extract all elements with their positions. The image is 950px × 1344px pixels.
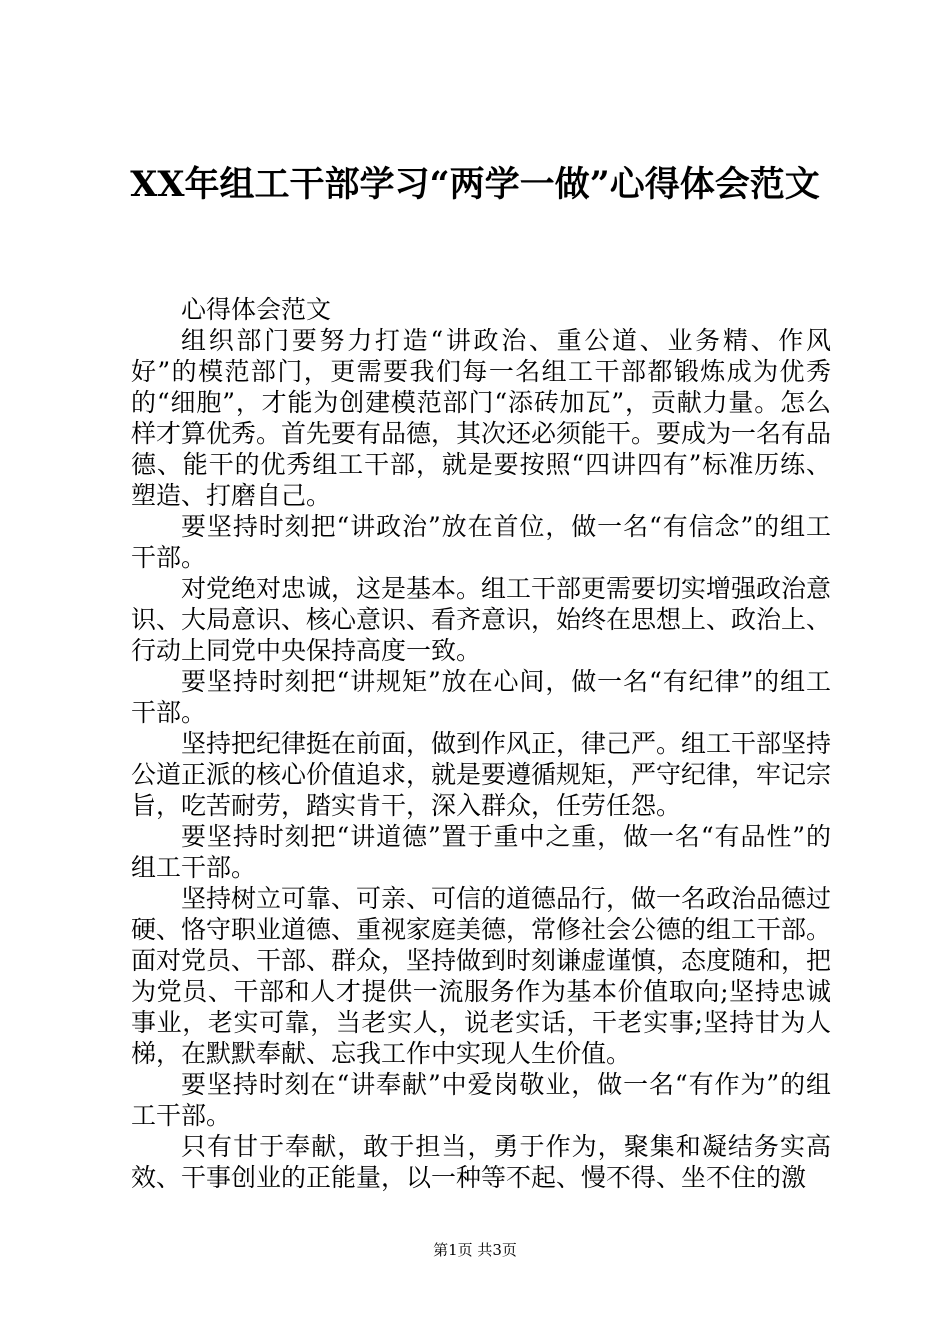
- paragraph: 组织部门要努力打造“讲政治、重公道、业务精、作风好”的模范部门，更需要我们每一名组工干部都锻炼成为优秀的“细胞”，才能为创建模范部门“添砖加瓦”，贡献力量。怎么样才算优秀。首先要有品德，其次还必须能干。要成为一名有品德、能干的优秀组工干部，就是要按照“四讲四有”标准历练、塑造、打磨自己。: [131, 326, 832, 510]
- paragraph: 只有甘于奉献，敢于担当，勇于作为，聚集和凝结务实高效、干事创业的正能量，以一种等不起、慢不得、坐不住的激: [131, 1132, 831, 1192]
- page-number-footer: 第1页 共3页: [433, 1241, 517, 1259]
- document-title: XX年组工干部学习“两学一做”心得体会范文: [130, 164, 820, 205]
- document-body: [131, 294, 831, 1193]
- paragraph: 坚持把纪律挺在前面，做到作风正，律己严。组工干部坚持公道正派的核心价值追求，就是要遵循规矩，严守纪律，牢记宗旨，吃苦耐劳，踏实肯干，深入群众，任劳任怨。: [131, 729, 832, 820]
- paragraph: 要坚持时刻把“讲规矩”放在心间，做一名“有纪律”的组工干部。: [131, 667, 831, 727]
- paragraph: 要坚持时刻把“讲政治”放在首位，做一名“有信念”的组工干部。: [131, 512, 831, 572]
- paragraph: 要坚持时刻把“讲道德”置于重中之重，做一名“有品性”的组工干部。: [131, 822, 831, 882]
- paragraph: 心得体会范文: [181, 295, 332, 324]
- paragraph: 要坚持时刻在“讲奉献”中爱岗敬业，做一名“有作为”的组工干部。: [131, 1070, 831, 1130]
- paragraph: 坚持树立可靠、可亲、可信的道德品行，做一名政治品德过硬、恪守职业道德、重视家庭美德，常修社会公德的组工干部。面对党员、干部、群众，坚持做到时刻谦虚谨慎，态度随和，把为党员、干部和人才提供一流服务作为基本价值取向;坚持忠诚事业，老实可靠，当老实人，说老实话，干老实事;坚持甘为人梯，在默默奉献、忘我工作中实现人生价值。: [131, 884, 832, 1068]
- paragraph: 对党绝对忠诚，这是基本。组工干部更需要切实增强政治意识、大局意识、核心意识、看齐意识，始终在思想上、政治上、行动上同党中央保持高度一致。: [131, 574, 832, 665]
